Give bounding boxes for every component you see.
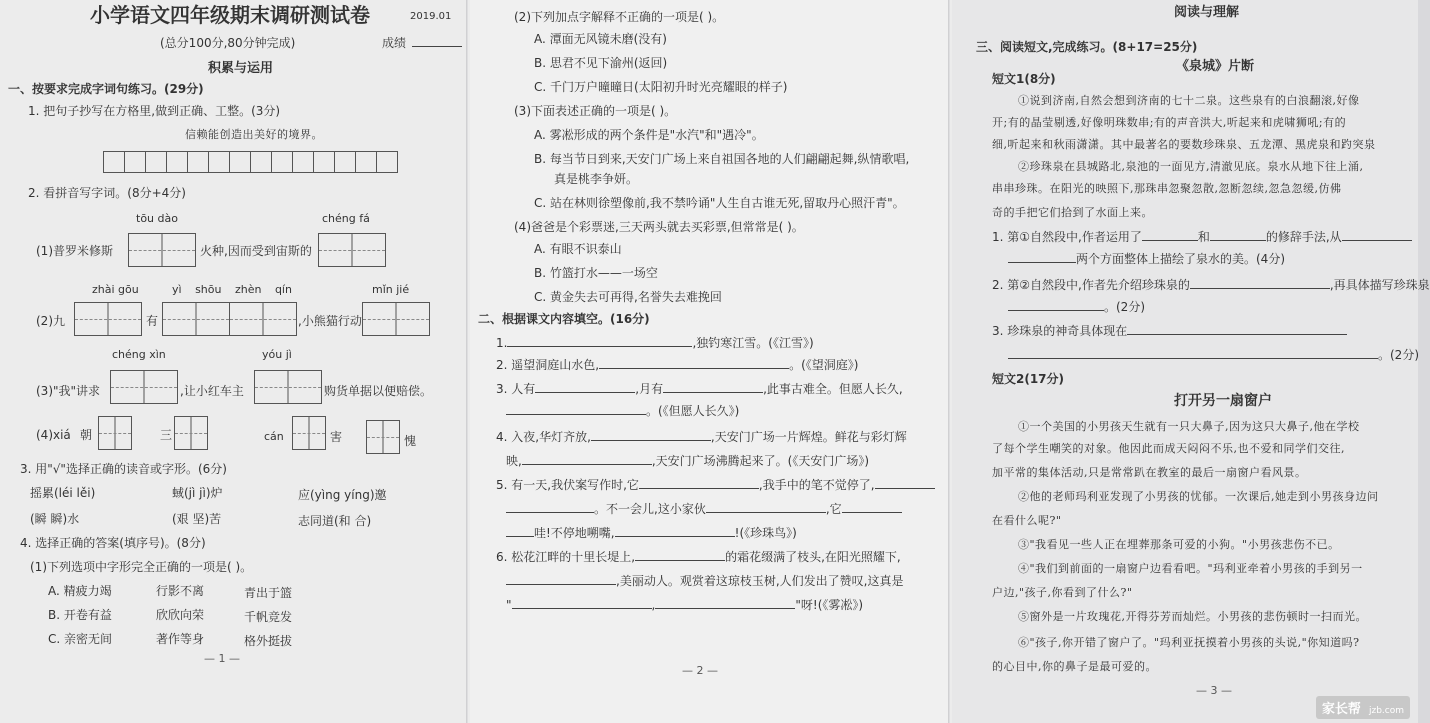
reading-q1: 1. 第①自然段中,作者运用了 和 的修辞手法,从	[992, 230, 1412, 244]
passage-2-line-10: ⑥"孩子,你开错了窗户了。"玛利亚抚摸着小男孩的头说,"你知道吗?	[1018, 636, 1360, 649]
fill-6-blank-b[interactable]	[506, 574, 616, 585]
q4-option-b[interactable]: B. 竹篮打水——一场空	[534, 266, 658, 280]
pinyin-yishou: yì shōu zhèn qín	[172, 283, 292, 296]
pinyin-chengxin: chéng xìn	[112, 348, 166, 361]
q4-1-option-a3: 青出于篮	[244, 586, 293, 600]
row3-text-b: ,让小红车主	[180, 384, 244, 398]
passage-2-line-9: ⑤窗外是一片玫瑰花,开得芬芳而灿烂。小男孩的悲伤顿时一扫而光。	[1018, 610, 1367, 623]
fill-3-blank-a[interactable]	[535, 382, 635, 393]
fill-3-blank-c[interactable]	[506, 404, 646, 415]
passage-2-line-11: 的心目中,你的鼻子是最可爱的。	[992, 660, 1157, 673]
fill-5-blank-b[interactable]	[875, 478, 935, 489]
passage-1-line-3: 细,听起来和秋雨潇潇。其中最著名的要数珍珠泉、五龙潭、黑虎泉和趵突泉	[992, 138, 1376, 151]
row4-text-c: 三	[160, 428, 173, 442]
question-4: 4. 选择正确的答案(填序号)。(8分)	[20, 536, 206, 550]
pinyin-minjie: mǐn jié	[372, 283, 410, 296]
row2-text-c: ,小熊猫行动	[298, 314, 362, 328]
q4-stem: (4)爸爸是个彩票迷,三天两头就去买彩票,但常常是( )。	[514, 220, 804, 234]
fill-6-blank-c[interactable]	[512, 598, 652, 609]
page-2	[470, 0, 952, 723]
fill-4-cont: 映, ,天安门广场沸腾起来了。(《天安门广场》)	[506, 454, 870, 468]
section-2-title: 二、根据课文内容填空。(16分)	[478, 312, 650, 326]
answer-box-minjie[interactable]	[362, 302, 430, 336]
fill-2: 2. 遥望洞庭山水色, 。(《望洞庭》)	[496, 358, 859, 372]
answer-box-chengfa[interactable]	[318, 233, 386, 267]
fill-1-blank[interactable]	[507, 336, 692, 347]
q4-option-a[interactable]: A. 有眼不识泰山	[534, 242, 622, 256]
q2-option-b[interactable]: B. 思君不见下渝州(返回)	[534, 56, 668, 70]
pinyin-youji: yóu jì	[262, 348, 292, 361]
reading-q3-blank-b[interactable]	[1008, 348, 1378, 359]
answer-box-kui[interactable]	[366, 420, 400, 454]
part-title-reading: 阅读与理解	[1174, 5, 1240, 20]
passage-2-title: 打开另一扇窗户	[1174, 393, 1272, 409]
passage-2-line-7: ④"我们到前面的一扇窗户边看看吧。"玛利亚牵着小男孩的手到另一	[1018, 562, 1363, 575]
q4-1-option-b[interactable]: B. 开卷有益	[48, 608, 112, 622]
fill-6-cont2: " , "呀!(《雾凇》)	[506, 598, 864, 612]
row3-text-c: 购货单据以便赔偿。	[324, 384, 433, 398]
page-number-2: — 2 —	[682, 664, 718, 677]
fill-5-cont2: 哇!不停地嗍嘴, !(《珍珠鸟》)	[506, 526, 797, 540]
pinyin-zhaigou: zhài gōu	[92, 283, 139, 296]
q3-option-a[interactable]: A. 雾凇形成的两个条件是"水汽"和"遇冷"。	[534, 128, 764, 142]
passage-2-line-5: 在看什么呢?"	[992, 514, 1062, 527]
reading-q2: 2. 第②自然段中,作者先介绍珍珠泉的 ,再具体描写珍珠泉	[992, 278, 1430, 292]
q4-1-option-c[interactable]: C. 亲密无间	[48, 632, 113, 646]
q2-option-c[interactable]: C. 千门万户曈曈日(太阳初升时光亮耀眼的样子)	[534, 80, 788, 94]
answer-box-chengxin[interactable]	[110, 370, 178, 404]
fill-5-cont: 。不一会儿,这小家伙 ,它	[506, 502, 902, 516]
page-1	[0, 0, 470, 723]
q3-row1-a[interactable]: 摇累(léi lěi)	[30, 486, 96, 500]
q4-option-c[interactable]: C. 黄金失去可再得,名誉失去难挽回	[534, 290, 722, 304]
reading-q2-blank-b[interactable]	[1008, 300, 1104, 311]
row4-text-b: 朝	[80, 428, 93, 442]
row4-text-a: (4)xiá	[36, 428, 71, 442]
row2-text-a: (2)九	[36, 314, 65, 328]
q4-1-option-a[interactable]: A. 精疲力竭	[48, 584, 112, 598]
fill-2-blank[interactable]	[599, 358, 789, 369]
fill-4-blank-a[interactable]	[591, 430, 711, 441]
answer-box-yishou[interactable]	[162, 302, 297, 336]
reading-q3-cont: 。(2分)	[1008, 348, 1419, 362]
fill-3-blank-b[interactable]	[663, 382, 763, 393]
part-title: 积累与运用	[208, 61, 274, 76]
pinyin-chengfa: chéng fá	[322, 212, 370, 225]
fill-4: 4. 入夜,华灯齐放, ,天安门广场一片辉煌。鲜花与彩灯辉	[496, 430, 907, 444]
passage-2-line-3: 加平常的集体活动,只是常常趴在教室的最后一扇窗户看风景。	[992, 466, 1307, 479]
row1-text-b: 火种,因而受到宙斯的	[200, 244, 312, 258]
fill-6-cont: ,美丽动人。观赏着这琼枝玉树,人们发出了赞叹,这真是	[506, 574, 903, 588]
q4-1-option-b3: 千帆竞发	[244, 610, 293, 624]
score-label: 成绩	[382, 36, 462, 50]
fill-6-blank-d[interactable]	[655, 598, 795, 609]
q3-row2-c[interactable]: 志同道(和 合)	[298, 514, 372, 528]
q3-stem: (3)下面表述正确的一项是( )。	[514, 104, 677, 118]
fill-1: 1. ,独钓寒江雪。(《江雪》)	[496, 336, 814, 350]
exam-title: 小学语文四年级期末调研测试卷	[90, 3, 370, 27]
page-3	[952, 0, 1430, 723]
passage-2-line-8: 户边,"孩子,你看到了什么?"	[992, 586, 1133, 599]
q3-option-b[interactable]: B. 每当节日到来,天安门广场上来自祖国各地的人们翩翩起舞,纵情歌唱,	[534, 152, 910, 166]
q3-row2-b[interactable]: (艰 坚)苦	[172, 512, 222, 526]
exam-date: 2019.01	[410, 11, 452, 22]
fill-5-blank-a[interactable]	[639, 478, 759, 489]
answer-box-zhaigou[interactable]	[74, 302, 142, 336]
passage-2-line-2: 了每个学生嘲笑的对象。他因此而成天闷闷不乐,也不爱和同学们交往,	[992, 442, 1345, 455]
q3-row1-b[interactable]: 蜮(jì jì)炉	[172, 486, 223, 500]
passage-1-line-1: ①说到济南,自然会想到济南的七十二泉。这些泉有的白浪翻滚,好像	[1018, 94, 1360, 107]
answer-box-can[interactable]	[292, 416, 326, 450]
question-3: 3. 用"√"选择正确的读音或字形。(6分)	[20, 462, 227, 476]
fill-5: 5. 有一天,我伏案写作时,它 ,我手中的笔不觉停了,	[496, 478, 935, 492]
q3-row2-a[interactable]: (瞬 瞬)水	[30, 512, 80, 526]
pinyin-toudao: tōu dào	[136, 212, 178, 225]
section-3-title: 三、阅读短文,完成练习。(8+17=25分)	[976, 40, 1198, 54]
reading-q1-blank-d[interactable]	[1008, 252, 1076, 263]
reading-q2-blank-a[interactable]	[1190, 278, 1330, 289]
q4-1: (1)下列选项中字形完全正确的一项是( )。	[30, 560, 253, 574]
exam-subtitle: (总分100分,80分钟完成)	[160, 36, 296, 50]
reading-q1-blank-a[interactable]	[1142, 230, 1198, 241]
answer-box-xia[interactable]	[98, 416, 132, 450]
row3-text-a: (3)"我"讲求	[36, 384, 101, 398]
question-1: 1. 把句子抄写在方格里,做到正确、工整。(3分)	[28, 104, 281, 118]
page-number-3: — 3 —	[1196, 684, 1232, 697]
passage-2-line-1: ①一个美国的小男孩天生就有一只大鼻子,因为这只大鼻子,他在学校	[1018, 420, 1360, 433]
fill-6-blank-a[interactable]	[635, 550, 725, 561]
q3-option-c[interactable]: C. 站在林则徐塑像前,我不禁吟诵"人生自古谁无死,留取丹心照汗青"。	[534, 196, 905, 210]
reading-q2-cont: 。(2分)	[1008, 300, 1145, 314]
watermark-logo: 家长帮 jzb.com	[1316, 696, 1410, 719]
q3-option-b-cont: 真是桃李争妍。	[554, 172, 639, 186]
copy-sentence: 信赖能创造出美好的境界。	[185, 128, 323, 141]
passage-1-line-5: 串串珍珠。在阳光的映照下,那珠串忽聚忽散,忽断忽续,忽急忽缓,仿佛	[992, 182, 1342, 195]
fill-5-blank-d[interactable]	[706, 502, 826, 513]
passage-2-line-4: ②他的老师玛利亚发现了小男孩的忧郁。一次课后,她走到小男孩身边问	[1018, 490, 1379, 503]
row4-text-e: 害	[330, 430, 343, 444]
copy-grid	[104, 151, 398, 173]
reading-q1-blank-c[interactable]	[1342, 230, 1412, 241]
answer-box-youji[interactable]	[254, 370, 322, 404]
passage-2-line-6: ③"我看见一些人正在埋葬那条可爱的小狗。"小男孩悲伤不已。	[1018, 538, 1340, 551]
reading-q3-blank-a[interactable]	[1127, 324, 1347, 335]
reading-q1-blank-b[interactable]	[1210, 230, 1266, 241]
q4-1-option-b2: 欣欣向荣	[156, 608, 205, 622]
fill-5-blank-f[interactable]	[506, 526, 534, 537]
q3-row1-c[interactable]: 应(yìng yíng)邀	[298, 488, 387, 502]
fill-3: 3. 人有 ,月有 ,此事古难全。但愿人长久,	[496, 382, 903, 396]
q2-stem: (2)下列加点字解释不正确的一项是( )。	[514, 10, 725, 24]
row2-text-b: 有	[146, 314, 159, 328]
passage-1-label: 短文1(8分)	[992, 72, 1056, 86]
q4-1-option-a2: 行影不离	[156, 584, 205, 598]
fill-4-blank-b[interactable]	[522, 454, 652, 465]
answer-box-toudao[interactable]	[128, 233, 196, 267]
q4-1-option-c3: 格外挺拔	[244, 634, 293, 648]
fill-5-blank-c[interactable]	[506, 502, 594, 513]
section-1-title: 一、按要求完成字词句练习。(29分)	[8, 82, 204, 96]
q2-option-a[interactable]: A. 潭面无风镜未磨(没有)	[534, 32, 667, 46]
reading-q1-cont: 两个方面整体上描绘了泉水的美。(4分)	[1008, 252, 1285, 266]
fill-3-cont: 。(《但愿人长久》)	[506, 404, 739, 418]
answer-box-san[interactable]	[174, 416, 208, 450]
row1-text-a: (1)普罗米修斯	[36, 244, 113, 258]
fill-5-blank-g[interactable]	[615, 526, 735, 537]
fill-6: 6. 松花江畔的十里长堤上, 的霜花缀满了枝头,在阳光照耀下,	[496, 550, 901, 564]
passage-1-line-4: ②珍珠泉在县城路北,泉池的一面见方,清澈见底。泉水从地下往上涌,	[1018, 160, 1364, 173]
fill-5-blank-e[interactable]	[842, 502, 902, 513]
row4-text-d: cán	[264, 430, 284, 443]
passage-2-label: 短文2(17分)	[992, 372, 1065, 386]
passage-1-line-2: 开;有的晶莹剔透,好像明珠数串;有的声音洪大,听起来和虎啸狮吼;有的	[992, 116, 1347, 129]
page-number-1: — 1 —	[204, 652, 240, 665]
question-2: 2. 看拼音写字词。(8分+4分)	[28, 186, 186, 200]
passage-1-title: 《泉城》片断	[1176, 59, 1255, 74]
q4-1-option-c2: 著作等身	[156, 632, 205, 646]
passage-1-line-6: 奇的手把它们拾到了水面上来。	[992, 206, 1153, 219]
reading-q3: 3. 珍珠泉的神奇具体现在	[992, 324, 1347, 338]
row4-text-f: 愧	[404, 434, 417, 448]
